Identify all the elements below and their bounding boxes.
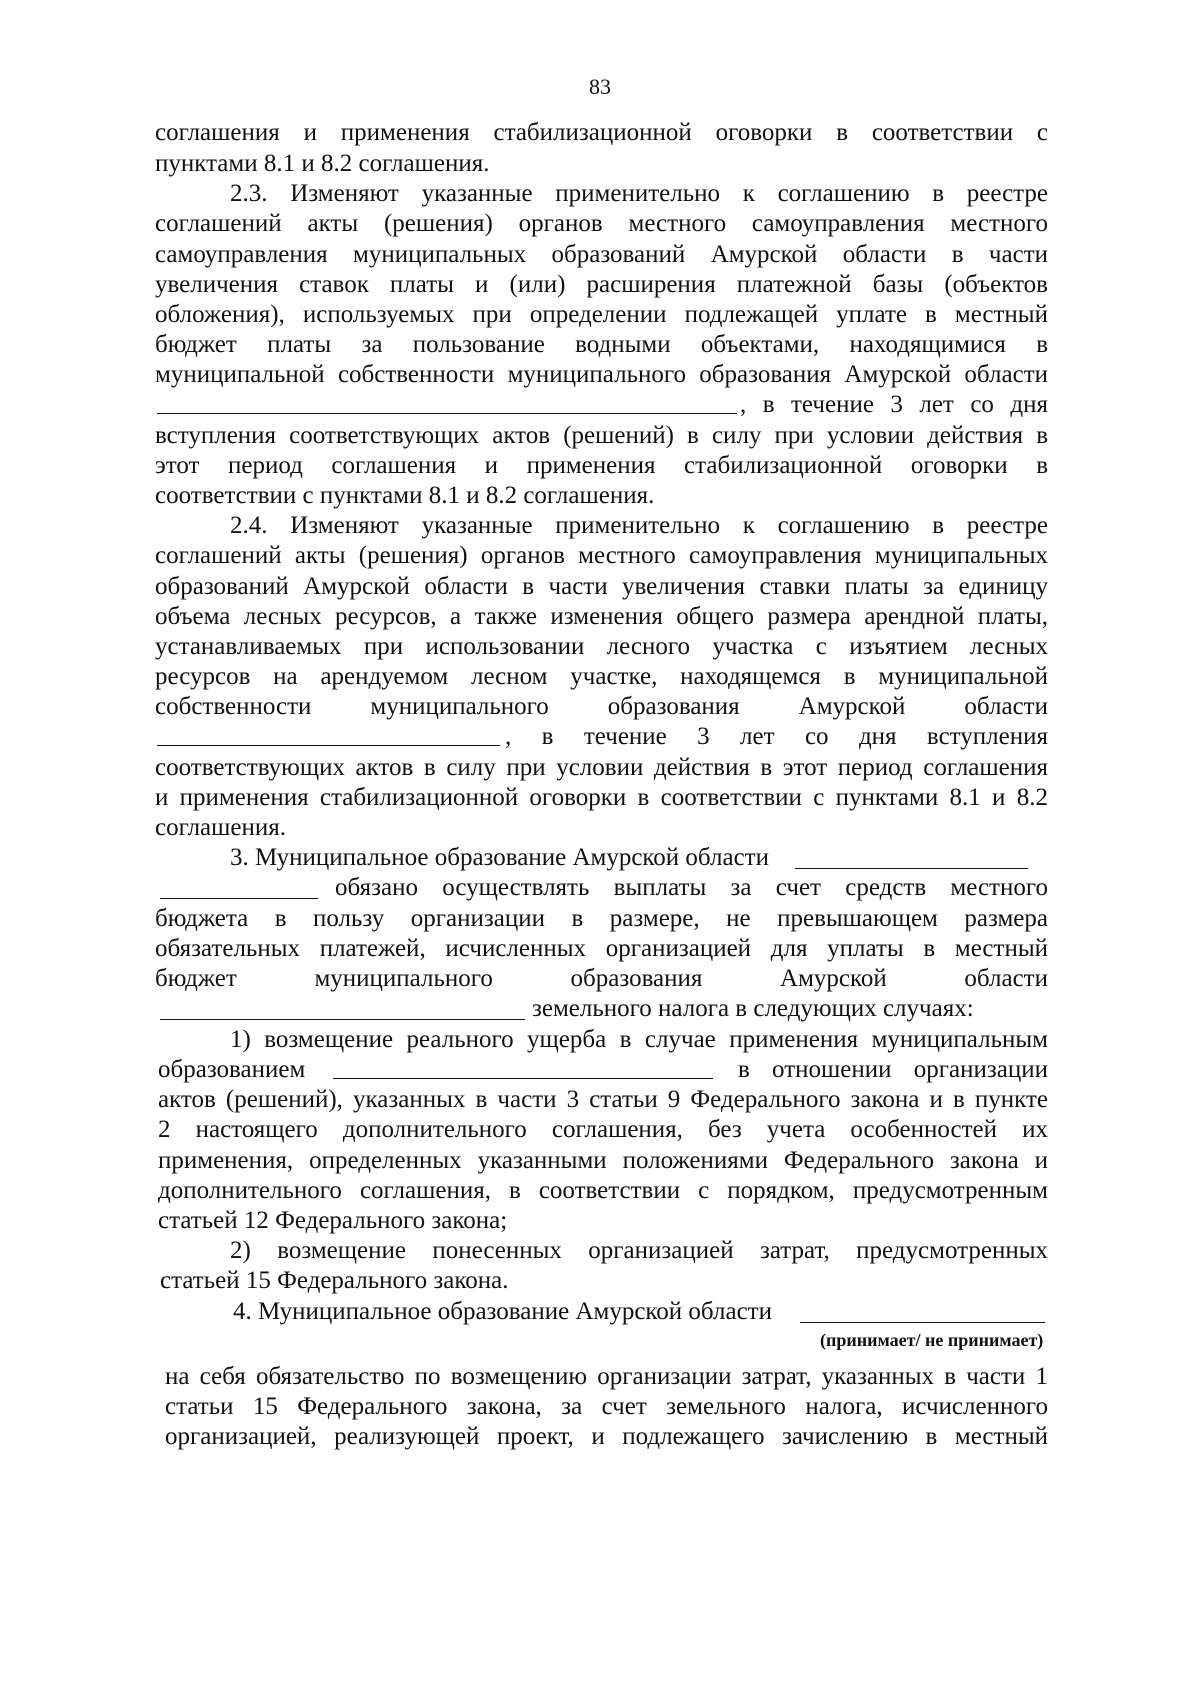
text-line: устанавливаемых при использовании лесного участка с изъятием лесных	[155, 633, 1048, 660]
text-line: статьи 15 Федерального закона, за счет земельного налога, исчисленного	[165, 1393, 1048, 1420]
text-line: увеличения ставок платы и (или) расширения платежной базы (объектов	[155, 271, 1048, 298]
text-line: обязательных платежей, исчисленных организацией для уплаты в местный	[155, 935, 1048, 962]
text-line: , в течение 3 лет со дня вступления	[505, 723, 1048, 750]
text-line: 2.4. Изменяют указанные применительно к соглашению в реестре	[230, 512, 1048, 539]
text-line: пунктами 8.1 и 8.2 соглашения.	[155, 150, 490, 177]
text-line: и применения стабилизационной оговорки в соответствии с пунктами 8.1 и 8.2	[155, 784, 1048, 811]
fill-in-blank	[157, 745, 500, 746]
text-line: 2) возмещение понесенных организацией затрат, предусмотренных	[230, 1237, 1048, 1264]
text-line: дополнительного соглашения, в соответствии с порядком, предусмотренным	[158, 1177, 1048, 1204]
text-line: соглашений акты (решения) органов местного самоуправления местного	[155, 210, 1048, 237]
text-line: обложения), используемых при определении подлежащей уплате в местный	[155, 301, 1048, 328]
blank-caption: (принимает/ не принимает)	[820, 1330, 1044, 1350]
fill-in-blank	[795, 868, 1028, 869]
fill-in-blank	[160, 898, 318, 899]
text-line: ресурсов на арендуемом лесном участке, находящемся в муниципальной	[155, 663, 1048, 690]
text-line: организацией, реализующей проект, и подлежащего зачислению в местный	[165, 1423, 1048, 1450]
text-line: статьей 15 Федерального закона.	[160, 1267, 509, 1294]
text-line: объема лесных ресурсов, а также изменения общего размера арендной платы,	[155, 603, 1048, 630]
text-line: 2 настоящего дополнительного соглашения, без учета особенностей их	[158, 1116, 1048, 1143]
text-line: образований Амурской области в части увеличения ставки платы за единицу	[155, 573, 1048, 600]
text-line: бюджета в пользу организации в размере, не превышающем размера	[155, 905, 1048, 932]
text-line: обязано осуществлять выплаты за счет средств местного	[335, 874, 1048, 901]
text-line: муниципальной собственности муниципального образования Амурской области	[155, 361, 1048, 388]
text-line: в отношении организации	[738, 1056, 1048, 1083]
text-line: статьей 12 Федерального закона;	[158, 1207, 508, 1234]
text-line: на себя обязательство по возмещению организации затрат, указанных в части 1	[165, 1363, 1048, 1390]
fill-in-blank	[160, 1019, 525, 1020]
text-line: этот период соглашения и применения стабилизационной оговорки в	[155, 452, 1048, 479]
text-line: применения, определенных указанными положениями Федерального закона и	[158, 1147, 1048, 1174]
text-line: , в течение 3 лет со дня	[740, 391, 1048, 418]
text-line: 4. Муниципальное образование Амурской области	[233, 1298, 772, 1325]
text-line: соглашения.	[155, 814, 287, 841]
text-line: соглашений акты (решения) органов местного самоуправления муниципальных	[155, 542, 1048, 569]
page-number: 83	[589, 74, 611, 99]
text-line: вступления соответствующих актов (решений) в силу при условии действия в	[155, 422, 1048, 449]
text-line: образованием	[158, 1056, 306, 1083]
text-line: бюджет муниципального образования Амурской области	[155, 965, 1048, 992]
fill-in-blank	[157, 413, 737, 414]
text-line: самоуправления муниципальных образований Амурской области в части	[155, 241, 1048, 268]
text-line: соглашения и применения стабилизационной оговорки в соответствии с	[155, 119, 1048, 146]
text-line: собственности муниципального образования Амурской области	[155, 693, 1048, 720]
text-line: бюджет платы за пользование водными объектами, находящимися в	[155, 331, 1048, 358]
text-line: 1) возмещение реального ущерба в случае применения муниципальным	[230, 1026, 1048, 1053]
text-line: актов (решений), указанных в части 3 статьи 9 Федерального закона и в пункте	[158, 1086, 1048, 1113]
fill-in-blank	[800, 1322, 1045, 1323]
fill-in-blank	[333, 1078, 713, 1079]
text-line: 3. Муниципальное образование Амурской области	[230, 844, 769, 871]
text-line: соответствующих актов в силу при условии действия в этот период соглашения	[155, 754, 1048, 781]
text-line: соответствии с пунктами 8.1 и 8.2 соглашения.	[155, 482, 655, 509]
text-line: 2.3. Изменяют указанные применительно к соглашению в реестре	[230, 180, 1048, 207]
text-line: земельного налога в следующих случаях:	[532, 995, 974, 1022]
